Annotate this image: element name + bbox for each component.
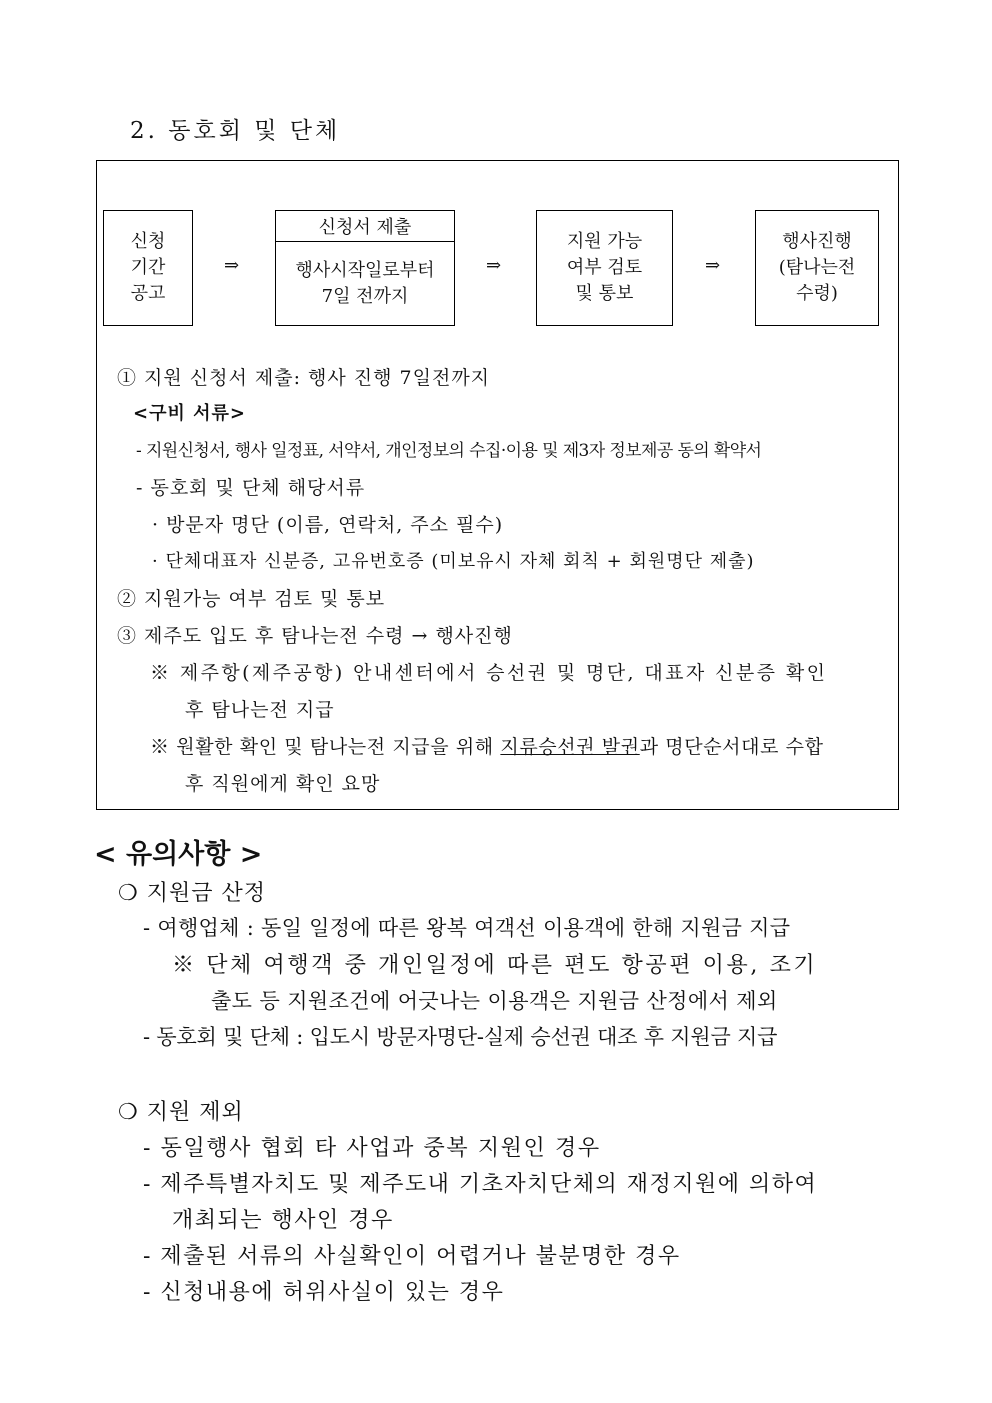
note-2-text: ※ 원활한 확인 및 탐나는전 지급을 위해 (150, 736, 501, 758)
subdoc-item: · 방문자 명단 (이름, 연락처, 주소 필수) (152, 514, 504, 536)
note-1: ※ 제주항(제주공항) 안내센터에서 승선권 및 명단, 대표자 신분증 확인 (150, 662, 828, 684)
flow-step-text: 및 통보 (575, 283, 634, 304)
calc-heading: ❍ 지원금 산정 (118, 881, 266, 906)
flow-step-text: 신청 (130, 231, 166, 252)
flow-step-text: (탐나는전 (778, 257, 856, 278)
flow-step-announcement (103, 210, 193, 326)
exclude-item: - 제주특별자치도 및 제주도내 기초자치단체의 재정지원에 의하여 (143, 1172, 818, 1197)
required-docs-title: <구비 서류> (133, 403, 246, 424)
note-2-text: 과 명단순서대로 수합 (639, 736, 824, 758)
flow-step-text: 여부 검토 (566, 257, 643, 278)
exclude-heading: ❍ 지원 제외 (118, 1100, 244, 1125)
subdoc-item: · 단체대표자 신분증, 고유번호증 (미보유시 자체 회칙 + 회원명단 제출) (152, 551, 755, 572)
note-1-cont: 후 탐나는전 지급 (185, 699, 335, 721)
section-title: 2. 동호회 및 단체 (130, 118, 341, 144)
flow-step-text: 7일 전까지 (321, 286, 409, 307)
step-item-3: ③ 제주도 입도 후 탐나는전 수령 → 행사진행 (117, 625, 513, 647)
doc-item: - 지원신청서, 행사 일정표, 서약서, 개인정보의 수집·이용 및 제3자 정보제공 동의 확약서 (136, 441, 762, 461)
flow-step-text: 공고 (130, 283, 166, 304)
flow-step-submission (275, 210, 455, 326)
note-2-underlined: 지류승선권 발권 (500, 736, 640, 758)
doc-item: - 동호회 및 단체 해당서류 (136, 477, 366, 499)
flow-step-text: 지원 가능 (566, 231, 643, 252)
calc-note-cont: 출도 등 지원조건에 어긋나는 이용객은 지원금 산정에서 제외 (211, 989, 778, 1013)
calc-note: ※ 단체 여행객 중 개인일정에 따른 편도 항공편 이용, 조기 (172, 953, 818, 978)
flow-step-header: 신청서 제출 (276, 211, 454, 242)
calc-item: - 동호회 및 단체 : 입도시 방문자명단-실제 승선권 대조 후 지원금 지급 (143, 1025, 778, 1049)
note-2-cont: 후 직원에게 확인 요망 (185, 773, 381, 795)
notice-title: < 유의사항 > (94, 839, 263, 870)
flow-step-text: 기간 (130, 257, 166, 278)
flow-step-text: 수령) (796, 283, 838, 304)
exclude-item: - 제출된 서류의 사실확인이 어렵거나 불분명한 경우 (143, 1244, 681, 1269)
flow-step-text: 행사진행 (782, 231, 852, 252)
exclude-item: - 신청내용에 허위사실이 있는 경우 (143, 1280, 505, 1305)
flow-arrow-icon: ⇒ (705, 255, 721, 276)
flow-step-review (536, 210, 673, 326)
flow-step-text: 행사시작일로부터 (295, 260, 435, 281)
calc-item: - 여행업체 : 동일 일정에 따른 왕복 여객선 이용객에 한해 지원금 지급 (143, 916, 791, 940)
exclude-item: - 동일행사 협회 타 사업과 중복 지원인 경우 (143, 1136, 601, 1161)
step-item-1: ① 지원 신청서 제출: 행사 진행 7일전까지 (117, 367, 491, 389)
exclude-item-cont: 개최되는 행사인 경우 (172, 1208, 394, 1233)
step-item-2: ② 지원가능 여부 검토 및 통보 (117, 588, 386, 610)
note-2 (150, 732, 824, 759)
flow-arrow-icon: ⇒ (486, 255, 502, 276)
flow-step-event (755, 210, 879, 326)
flow-arrow-icon: ⇒ (224, 255, 240, 276)
